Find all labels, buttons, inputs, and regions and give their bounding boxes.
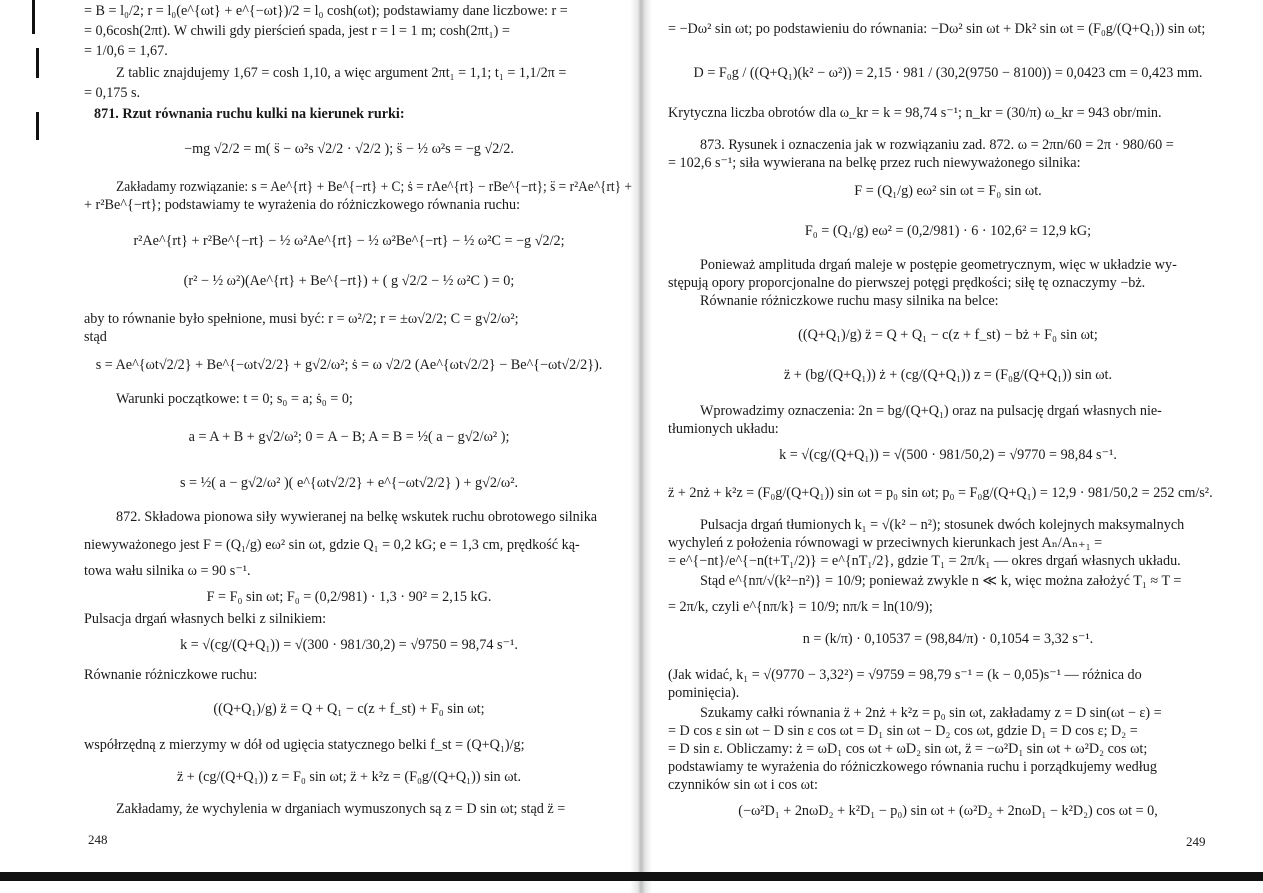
right-page	[648, 0, 1263, 880]
equation: F = F₀ sin ωt; F₀ = (0,2/981) · 1,3 · 90² = 2,15 kG.	[206, 589, 492, 605]
text-line: = B = l₀/2; r = l₀(e^{ωt} + e^{−ωt})/2 = l₀ cosh(ωt); podstawiamy dane liczbowe: r =	[84, 3, 568, 19]
equation: F = (Q₁/g) eω² sin ωt = F₀ sin ωt.	[854, 183, 1042, 199]
equation: (r² − ½ ω²)(Ae^{rt} + Be^{−rt}) + ( g √2/2 − ½ ω²C ) = 0;	[183, 273, 515, 289]
problem-heading-872: 872. Składowa pionowa siły wywieranej na belkę wskutek ruchu obrotowego silnika	[116, 509, 598, 525]
equation: z̈ + (bg/(Q+Q₁)) ż + (cg/(Q+Q₁)) z = (F₀g/(Q+Q₁)) sin ωt.	[783, 367, 1113, 383]
page-number: 249	[1186, 834, 1206, 849]
text-line: = 2π/k, czyli e^{nπ/k} = 10/9; nπ/k = ln(10/9);	[668, 599, 933, 615]
text-line: Szukamy całki równania z̈ + 2nż + k²z = p₀ sin ωt, zakładamy z = D sin(ωt − ε) =	[700, 705, 1162, 721]
text-line: = 0,6cosh(2πt). W chwili gdy pierścień spada, jest r = l = 1 m; cosh(2πt₁) =	[84, 23, 510, 39]
text-line: aby to równanie było spełnione, musi być: r = ω²/2; r = ±ω√2/2; C = g√2/ω²;	[84, 311, 519, 327]
text-line: towa wału silnika ω = 90 s⁻¹.	[84, 563, 251, 579]
equation: (−ω²D₁ + 2nωD₂ + k²D₁ − p₀) sin ωt + (ω²D₂ + 2nωD₁ − k²D₂) cos ωt = 0,	[738, 803, 1158, 819]
text-line: pominięcia).	[668, 685, 740, 701]
text-line: = D cos ε sin ωt − D sin ε cos ωt = D₁ sin ωt − D₂ cos ωt, gdzie D₁ = D cos ε; D₂ =	[668, 723, 1138, 739]
text-line: Pulsacja drgań własnych belki z silnikiem:	[84, 611, 327, 627]
text-line: Stąd e^{nπ/√(k²−n²)} = 10/9; ponieważ zwykle n ≪ k, więc można założyć T₁ ≈ T =	[700, 573, 1182, 589]
text-line: Z tablic znajdujemy 1,67 = cosh 1,10, a więc argument 2πt₁ = 1,1; t₁ = 1,1/2π =	[116, 65, 567, 81]
equation: s = ½( a − g√2/ω² )( e^{ωt√2/2} + e^{−ωt√2/2} ) + g√2/ω².	[179, 475, 519, 491]
equation: z̈ + 2nż + k²z = (F₀g/(Q+Q₁)) sin ωt = p₀ sin ωt; p₀ = F₀g/(Q+Q₁) = 12,9 · 981/50,2 = 252 cm/s².	[668, 485, 1213, 501]
text-line: stępują opory proporcjonalne do pierwszej potęgi prędkości; siłę tę oznaczymy −bż.	[668, 275, 1146, 291]
text-line: Warunki początkowe: t = 0; s₀ = a; ṡ₀ = 0;	[116, 391, 353, 407]
text-line: Równanie różniczkowe ruchu:	[84, 667, 258, 683]
equation: ((Q+Q₁)/g) z̈ = Q + Q₁ − c(z + f_st) + F₀ sin ωt;	[213, 701, 485, 717]
text-line: wychyleń z położenia równowagi w przeciwnych kierunkach jest Aₙ/Aₙ₊₁ =	[668, 535, 1103, 551]
text-line: stąd	[84, 329, 107, 345]
equation: = −Dω² sin ωt; po podstawieniu do równania: −Dω² sin ωt + Dk² sin ωt = (F₀g/(Q+Q₁)) sin ωt;	[668, 21, 1206, 37]
problem-heading-873: 873. Rysunek i oznaczenia jak w rozwiązaniu zad. 872. ω = 2πn/60 = 2π · 980/60 =	[700, 137, 1174, 153]
text-line: niewyważonego jest F = (Q₁/g) eω² sin ωt, gdzie Q₁ = 0,2 kG; e = 1,3 cm, prędkość ką-	[84, 537, 580, 553]
equation: k = √(cg/(Q+Q₁)) = √(500 · 981/50,2) = √9770 = 98,84 s⁻¹.	[779, 447, 1117, 463]
equation: z̈ + (cg/(Q+Q₁)) z = F₀ sin ωt; z̈ + k²z = (F₀g/(Q+Q₁)) sin ωt.	[176, 769, 522, 785]
text-line: Równanie różniczkowe ruchu masy silnika na belce:	[700, 293, 999, 309]
text-line: podstawiamy te wyrażenia do różniczkowego równania ruchu i porządkujemy według	[668, 759, 1157, 775]
equation: r²Ae^{rt} + r²Be^{−rt} − ½ ω²Ae^{rt} − ½ ω²Be^{−rt} − ½ ω²C = −g √2/2;	[133, 233, 565, 249]
text-line: Pulsacja drgań tłumionych k₁ = √(k² − n²); stosunek dwóch kolejnych maksymalnych	[700, 517, 1185, 533]
problem-heading-871: 871. Rzut równania ruchu kulki na kierunek rurki:	[94, 106, 405, 122]
equation: s = Ae^{ωt√2/2} + Be^{−ωt√2/2} + g√2/ω²; ṡ = ω √2/2 (Ae^{ωt√2/2} − Be^{−ωt√2/2}).	[95, 357, 603, 373]
text-line: Zakładamy, że wychylenia w drganiach wymuszonych są z = D sin ωt; stąd z̈ =	[116, 801, 566, 817]
text-line: = D sin ε. Obliczamy: ż = ωD₁ cos ωt + ωD₂ sin ωt, z̈ = −ω²D₁ sin ωt + ω²D₂ cos ωt;	[668, 741, 1148, 757]
text-line: czynników sin ωt i cos ωt:	[668, 777, 818, 793]
text-line: = e^{−nt}/e^{−n(t+T₁/2)} = e^{nT₁/2}, gdzie T₁ = 2π/k₁ — okres drgań własnych układu.	[668, 553, 1181, 569]
text-line: współrzędną z mierzymy w dół od ugięcia statycznego belki f_st = (Q+Q₁)/g;	[84, 737, 525, 753]
left-page	[0, 0, 638, 880]
text-line: + r²Be^{−rt}; podstawiamy te wyrażenia do różniczkowego równania ruchu:	[84, 197, 521, 213]
equation: F₀ = (Q₁/g) eω² = (0,2/981) · 6 · 102,6² = 12,9 kG;	[804, 223, 1092, 239]
text-line: Zakładamy rozwiązanie: s = Ae^{rt} + Be^{−rt} + C; ṡ = rAe^{rt} − rBe^{−rt}; s̈ = r²Ae^{rt} +	[116, 179, 632, 195]
text-line: = 0,175 s.	[84, 85, 141, 101]
equation: n = (k/π) · 0,10537 = (98,84/π) · 0,1054 = 3,32 s⁻¹.	[802, 631, 1094, 647]
equation: D = F₀g / ((Q+Q₁)(k² − ω²)) = 2,15 · 981 / (30,2(9750 − 8100)) = 0,0423 cm = 0,423 mm.	[693, 65, 1203, 81]
text-line: Krytyczna liczba obrotów dla ω_kr = k = 98,74 s⁻¹; n_kr = (30/π) ω_kr = 943 obr/min.	[668, 105, 1162, 121]
text-line: Ponieważ amplituda drgań maleje w postępie geometrycznym, więc w układzie wy-	[700, 257, 1177, 273]
text-line: = 1/0,6 = 1,67.	[84, 43, 168, 59]
text-line: = 102,6 s⁻¹; siła wywierana na belkę przez ruch niewyważonego silnika:	[668, 155, 1081, 171]
page-number: 248	[88, 832, 108, 847]
text-line: tłumionych układu:	[668, 421, 779, 437]
equation: k = √(cg/(Q+Q₁)) = √(300 · 981/30,2) = √9750 = 98,74 s⁻¹.	[180, 637, 518, 653]
text-line: (Jak widać, k₁ = √(9770 − 3,32²) = √9759 = 98,79 s⁻¹ = (k − 0,05)s⁻¹ — różnica do	[668, 667, 1142, 683]
text-line: Wprowadzimy oznaczenia: 2n = bg/(Q+Q₁) oraz na pulsację drgań własnych nie-	[700, 403, 1162, 419]
equation: −mg √2/2 = m( s̈ − ω²s √2/2 · √2/2 ); s̈ − ½ ω²s = −g √2/2.	[184, 141, 514, 157]
equation: a = A + B + g√2/ω²; 0 = A − B; A = B = ½( a − g√2/ω² );	[188, 429, 510, 445]
equation: ((Q+Q₁)/g) z̈ = Q + Q₁ − c(z + f_st) − bż + F₀ sin ωt;	[798, 327, 1098, 343]
